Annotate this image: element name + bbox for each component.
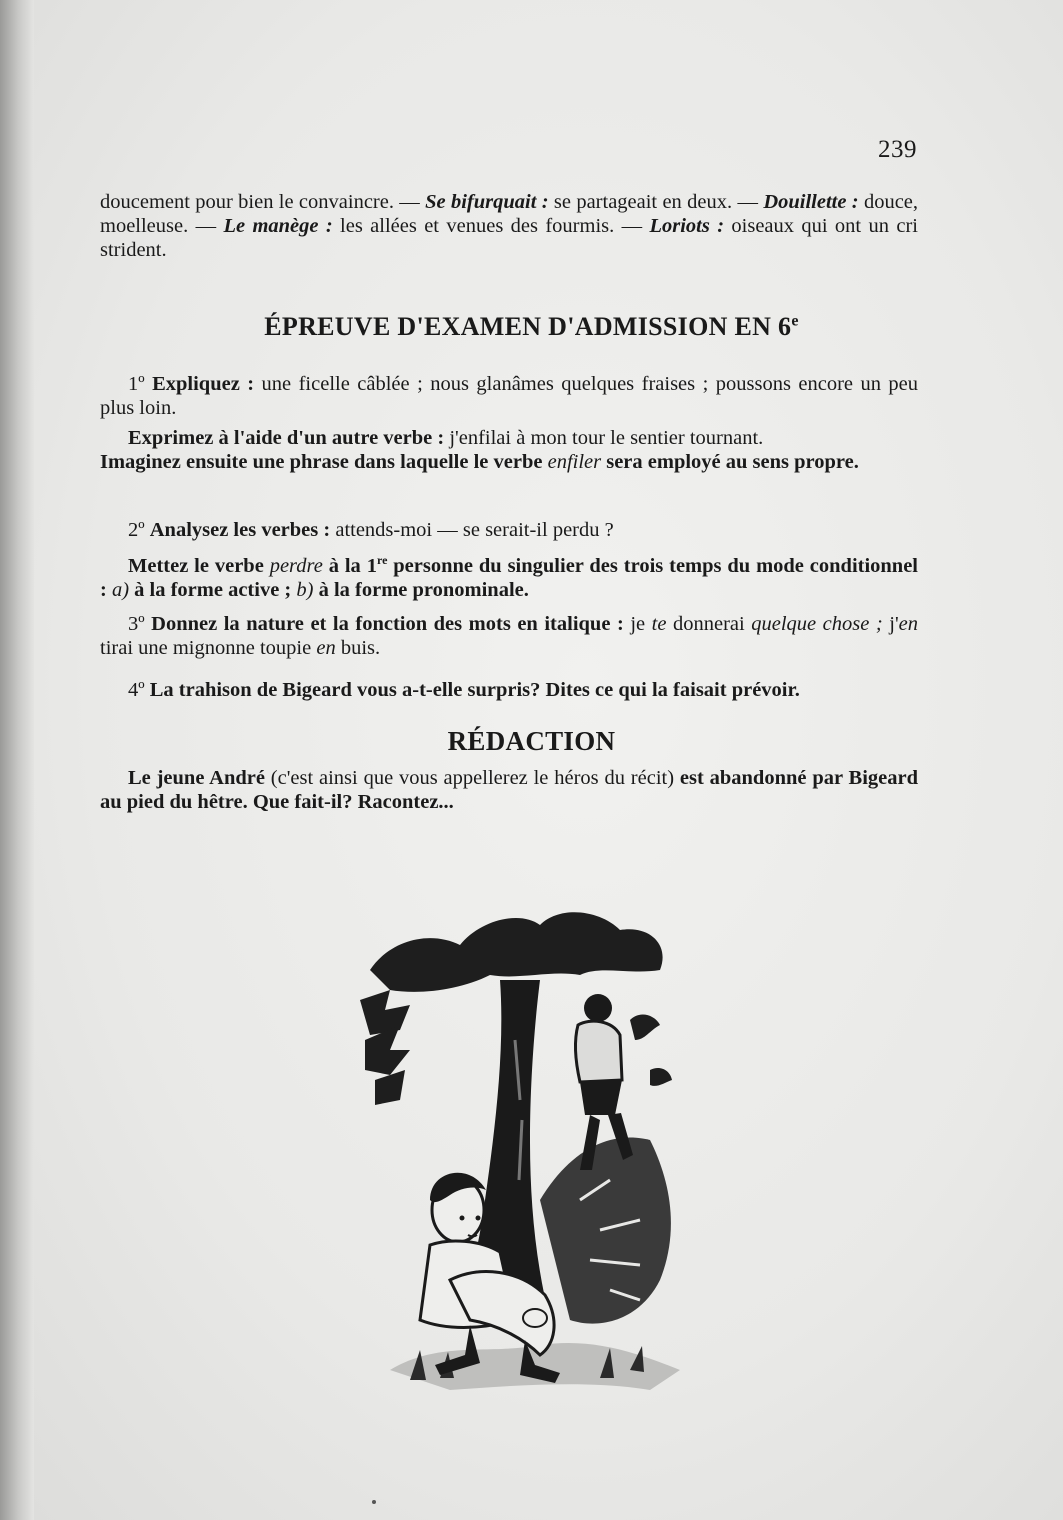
question-text: attends-moi — se serait-il perdu ? bbox=[330, 519, 614, 541]
question-1-paragraph bbox=[100, 372, 918, 420]
italic-word: en bbox=[316, 637, 336, 659]
option-label: a) bbox=[111, 578, 130, 601]
page-number: 239 bbox=[878, 136, 917, 163]
exam-heading-text: ÉPREUVE D'EXAMEN D'ADMISSION EN 6 bbox=[264, 312, 792, 341]
glossary-definition: oiseaux qui ont un cri strident. bbox=[100, 215, 918, 261]
question-1-sub2 bbox=[100, 450, 918, 474]
question-label: Donnez la nature et la fonction des mots en italique : bbox=[151, 613, 624, 635]
book-spine-shadow bbox=[0, 0, 34, 1520]
question-1 bbox=[100, 372, 918, 474]
question-text: une ficelle câblée ; nous glanâmes quelques fraises ; poussons encore un peu plus loin. bbox=[100, 373, 919, 419]
question-3 bbox=[100, 612, 918, 660]
question-2-paragraph bbox=[100, 518, 918, 542]
exam-heading bbox=[0, 312, 1063, 342]
question-2-sub bbox=[100, 548, 918, 602]
question-number: 3º bbox=[128, 613, 152, 635]
glossary-paragraph bbox=[100, 190, 918, 262]
redaction-paragraph bbox=[100, 766, 918, 814]
superscript: re bbox=[376, 553, 388, 567]
glossary-definition: les allées et venues des fourmis. — bbox=[332, 215, 650, 237]
question-number: 2º bbox=[128, 519, 150, 541]
redaction-bold: est abandonné par Bigeard au pied du hêtre. Que fait-il? Racontez... bbox=[100, 767, 918, 813]
redaction-heading: RÉDACTION bbox=[447, 726, 616, 756]
glossary-term: Loriots : bbox=[649, 215, 725, 237]
question-4 bbox=[100, 678, 918, 702]
redaction-block bbox=[100, 766, 918, 814]
italic-word: te bbox=[651, 613, 667, 635]
glossary-term: Douillette : bbox=[763, 191, 859, 213]
glossary-definition: douce, moelleuse. — bbox=[100, 191, 919, 237]
question-number: 1º bbox=[128, 373, 153, 395]
italic-word: perdre bbox=[269, 554, 323, 577]
question-text: à la forme pronominale. bbox=[313, 578, 529, 601]
question-1-sub bbox=[100, 426, 918, 450]
question-4-paragraph bbox=[100, 678, 918, 702]
glossary-block bbox=[100, 190, 918, 262]
question-label: La trahison de Bigeard vous a-t-elle surpris? Dites ce qui la faisait prévoir. bbox=[149, 679, 800, 701]
question-text: buis. bbox=[335, 637, 381, 659]
question-label: Expliquez : bbox=[152, 373, 255, 395]
question-text: à la 1 bbox=[322, 554, 377, 577]
question-text: à la forme active ; bbox=[129, 578, 297, 601]
question-text: tirai une mignonne toupie bbox=[100, 637, 317, 659]
question-text: personne du singulier des trois temps du mode conditionnel : bbox=[100, 554, 919, 601]
question-2 bbox=[100, 518, 918, 602]
question-text: sera employé au sens propre. bbox=[601, 451, 859, 473]
italic-word: enfiler bbox=[547, 451, 602, 473]
print-speck bbox=[372, 1500, 376, 1504]
question-text: Mettez le verbe bbox=[128, 554, 270, 577]
redaction-bold: Le jeune André bbox=[128, 767, 265, 789]
question-text: Imaginez ensuite une phrase dans laquelle le verbe bbox=[100, 451, 548, 473]
italic-word: quelque chose ; bbox=[751, 613, 883, 635]
redaction-text: (c'est ainsi que vous appellerez le héros du récit) bbox=[264, 767, 680, 789]
glossary-term: Le manège : bbox=[223, 215, 333, 237]
question-label: Analysez les verbes : bbox=[149, 519, 331, 541]
question-label: Exprimez à l'aide d'un autre verbe : bbox=[128, 427, 445, 449]
question-number: 4º bbox=[128, 679, 150, 701]
question-text: j'enfilai à mon tour le sentier tournant. bbox=[444, 427, 764, 449]
option-label: b) bbox=[296, 578, 314, 601]
exam-heading-sup: e bbox=[791, 312, 799, 330]
italic-word: en bbox=[898, 613, 918, 635]
glossary-text: — bbox=[737, 191, 764, 213]
question-text: je bbox=[623, 613, 652, 635]
question-3-paragraph bbox=[100, 612, 918, 660]
glossary-text: doucement pour bien le convaincre. — bbox=[100, 191, 426, 213]
question-text: donnerai bbox=[666, 613, 752, 635]
glossary-term: Se bifurquait : bbox=[425, 191, 549, 213]
boy-under-tree-illustration bbox=[350, 900, 730, 1420]
question-text: j' bbox=[882, 613, 899, 635]
glossary-definition: se partageait en deux. bbox=[548, 191, 733, 213]
